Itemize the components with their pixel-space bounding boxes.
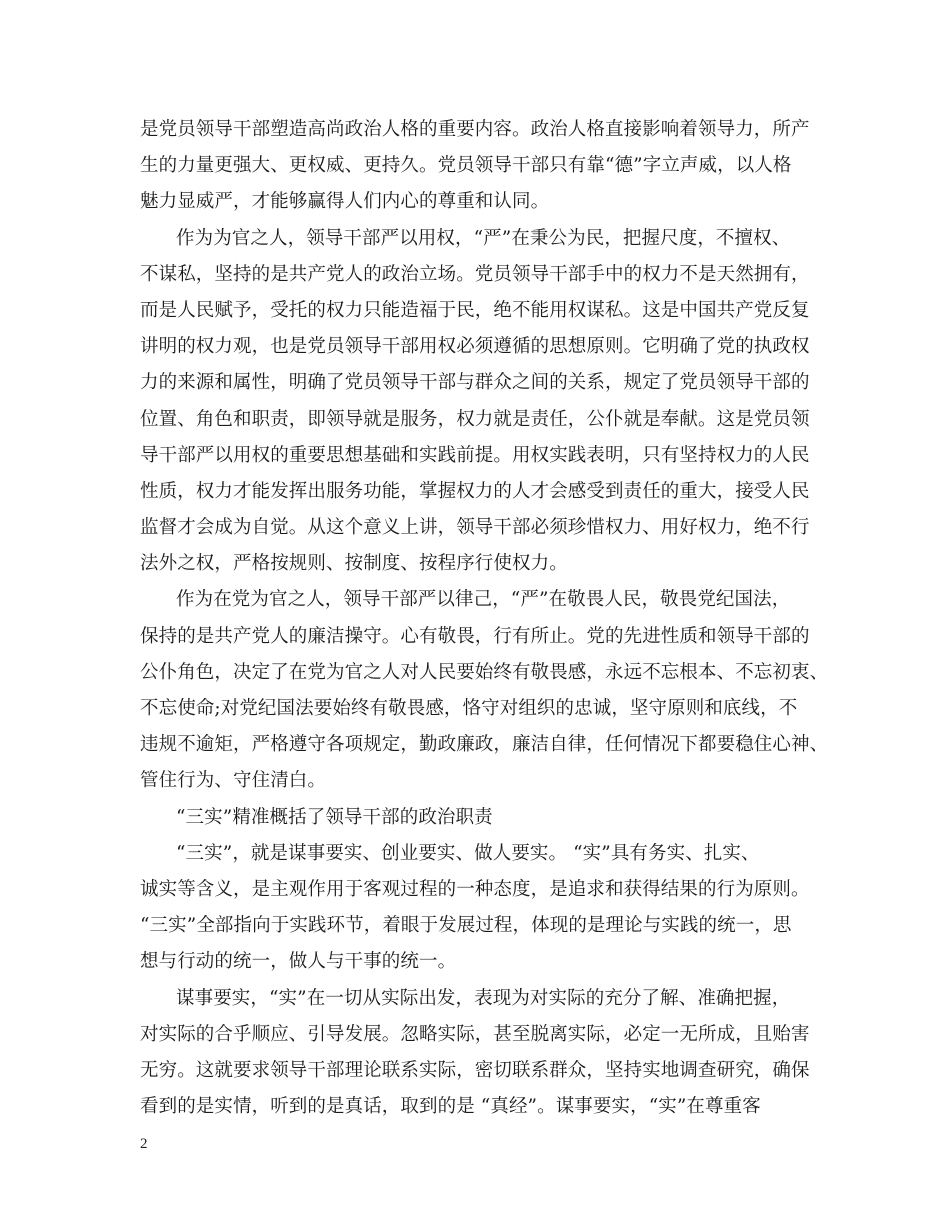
text-line: 违规不逾矩，严格遵守各项规定，勤政廉政，廉洁自律，任何情况下都要稳住心神、 [140,734,829,756]
text-line: “三实”全部指向于实践环节，着眼于发展过程，体现的是理论与实践的统一，思 [140,915,792,937]
text-line: 不谋私，坚持的是共产党人的政治立场。党员领导干部手中的权力不是天然拥有， [140,263,810,285]
text-line: 讲明的权力观，也是党员领导干部用权必须遵循的思想原则。它明确了党的执政权 [140,336,810,358]
text-line: 想与行动的统一，做人与干事的统一。 [140,951,457,973]
text-line: “三实”，就是谋事要实、创业要实、做人要实。 “实”具有务实、扎实、 [176,842,760,864]
text-line: 保持的是共产党人的廉洁操守。心有敬畏，行有所止。党的先进性质和领导干部的 [140,625,810,647]
text-line: 是党员领导干部塑造高尚政治人格的重要内容。政治人格直接影响着领导力，所产 [140,119,810,140]
document-body [140,112,840,1125]
text-line: 公仆角色，决定了在党为官之人对人民要始终有敬畏感，永远不忘根本、不忘初衷、 [140,661,829,683]
text-line: 不忘使命;对党纪国法要始终有敬畏感，恪守对组织的忠诚，坚守原则和底线，不 [140,698,798,719]
text-line: “三实”精准概括了领导干部的政治职责 [176,806,493,828]
text-line: 性质，权力才能发挥出服务功能，掌握权力的人才会感受到责任的重大，接受人民 [140,480,810,502]
text-line: 力的来源和属性，明确了党员领导干部与群众之间的关系，规定了党员领导干部的 [140,372,810,394]
page-number: 2 [140,1136,148,1152]
text-line: 位置、角色和职责，即领导就是服务，权力就是责任，公仆就是奉献。这是党员领 [140,408,810,430]
text-line: 作为为官之人，领导干部严以用权，“严”在秉公为民，把握尺度，不擅权、 [176,227,791,249]
text-line: 导干部严以用权的重要思想基础和实践前提。用权实践表明，只有坚持权力的人民 [140,444,810,466]
text-line: 诚实等含义，是主观作用于客观过程的一种态度，是追求和获得结果的行为原则。 [140,878,810,900]
text-line: 对实际的合乎顺应、引导发展。忽略实际，甚至脱离实际，必定一无所成，且贻害 [140,1023,810,1045]
text-line: 谋事要实，“实”在一切从实际出发，表现为对实际的充分了解、准确把握， [176,987,791,1009]
text-line: 法外之权，严格按规则、按制度、按程序行使权力。 [140,553,568,575]
text-line: 生的力量更强大、更权威、更持久。党员领导干部只有靠“德”字立声威，以人格 [140,155,792,177]
text-line: 作为在党为官之人，领导干部严以律己，“严”在敬畏人民，敬畏党纪国法， [176,589,791,611]
text-line: 管住行为、守住清白。 [140,770,327,792]
text-line: 无穷。这就要求领导干部理论联系实际，密切联系群众，坚持实地调查研究，确保 [140,1059,810,1081]
text-line: 监督才会成为自觉。从这个意义上讲，领导干部必须珍惜权力、用好权力，绝不行 [140,517,810,539]
text-line: 而是人民赋予，受托的权力只能造福于民，绝不能用权谋私。这是中国共产党反复 [140,299,810,321]
text-line: 魅力显威严，才能够赢得人们内心的尊重和认同。 [140,191,550,213]
text-line: 看到的是实情，听到的是真话，取到的是 “真经”。谋事要实，“实”在尊重客 [140,1096,761,1118]
